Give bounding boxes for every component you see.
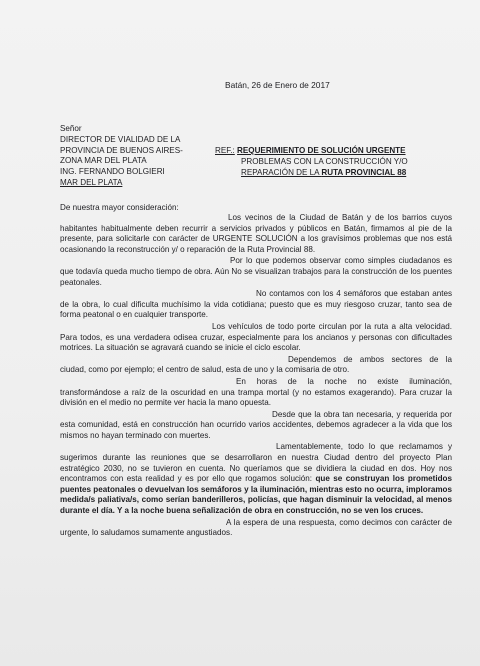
recipient-line: MAR DEL PLATA bbox=[60, 177, 123, 187]
paragraph bbox=[60, 442, 452, 516]
ref-line-2: PROBLEMAS CON LA CONSTRUCCIÓN Y/O bbox=[241, 156, 408, 166]
paragraph-bold-text: que se construyan los prometidos puentes peatonales o devuelvan los semáforos y la iluminación, mientras esto no ocurra, imploramos medida/s paliativa/s, como serían banderilleros, policías, que hagan disminuir la velocidad, al menos durante el día. Y a la noche buena señalización de obra en construcción, no se ven los cruces. bbox=[60, 474, 452, 516]
paragraph: En horas de la noche no existe iluminación, transformándose a raíz de la oscuridad en una trampa mortal (y no estamos exagerando). Para cruzar la división en el medio no permite ver hacia la mano opuesta. bbox=[60, 376, 452, 408]
ref-line-1: REQUERIMIENTO DE SOLUCIÓN URGENTE bbox=[237, 146, 406, 155]
paragraph-text: Lamentablemente, todo lo que reclamamos y sugerimos durante las reuniones que se desarrollaron en nuestra Ciudad dentro del proyecto Plan estratégico 2030, no se tuvieron en cuenta. No queríamos que se dividiera la ciudad en dos. Hoy nos encontramos con esta realidad y es por ello que rogamos solución: bbox=[60, 442, 452, 484]
recipient-line: ZONA MAR DEL PLATA bbox=[60, 156, 147, 166]
recipient-line: DIRECTOR DE VIALIDAD DE LA bbox=[60, 134, 181, 144]
reference-block bbox=[215, 146, 408, 178]
ref-line-3b: RUTA PROVINCIAL 88 bbox=[321, 167, 407, 177]
paragraph: Los vehículos de todo porte circulan por la ruta a alta velocidad. Para todos, es una verdadera odisea cruzar, especialmente para los ancianos y personas con dificultades motrices. La situación se agravará cuando se inicie el ciclo escolar. bbox=[60, 321, 452, 353]
paragraph: Desde que la obra tan necesaria, y requerida por esta comunidad, está en construcción han ocurrido varios accidentes, debemos agradecer a la vida que los mismos no hayan terminado con muertes. bbox=[60, 409, 452, 440]
paragraph: Dependemos de ambos sectores de la ciudad, como por ejemplo; el centro de salud, esta de uno y la comisaria de otro. bbox=[60, 354, 452, 375]
recipient-line: ING. FERNANDO BOLGIERI bbox=[60, 167, 165, 177]
ref-line-3a: REPARACIÓN DE LA bbox=[241, 167, 322, 177]
letter-body bbox=[60, 213, 452, 539]
recipient-block bbox=[60, 124, 183, 189]
paragraph: Los vecinos de la Ciudad de Batán y de los barrios cuyos habitantes habitualmente deben recurrir a servicios privados y públicos en Batán, firmamos al pie de la presente, para solicitarle con carácter de URGENTE SOLUCIÓN a los gravísimos problemas que nos está ocasionando la reconstrucción y/ o reparación de la Ruta Provincial 88. bbox=[60, 213, 452, 254]
letter-date: Batán, 26 de Enero de 2017 bbox=[225, 80, 330, 90]
paragraph: A la espera de una respuesta, como decimos con carácter de urgente, lo saludamos sumamente angustiados. bbox=[60, 517, 452, 538]
recipient-line: Señor bbox=[60, 124, 82, 133]
recipient-line: PROVINCIA DE BUENOS AIRES- bbox=[60, 145, 183, 155]
greeting: De nuestra mayor consideración: bbox=[60, 203, 179, 212]
paragraph: No contamos con los 4 semáforos que estaban antes de la obra, lo cual dificulta muchísimo la vida cotidiana; puesto que es muy riesgoso cruzar, tanto sea de forma peatonal o en cualquier transporte. bbox=[60, 289, 452, 320]
paragraph: Por lo que podemos observar como simples ciudadanos es que todavía queda mucho tiempo de obra. Aún No se visualizan trabajos para la construcción de los puentes peatonales. bbox=[60, 256, 452, 287]
ref-label: REF.: bbox=[215, 146, 235, 155]
